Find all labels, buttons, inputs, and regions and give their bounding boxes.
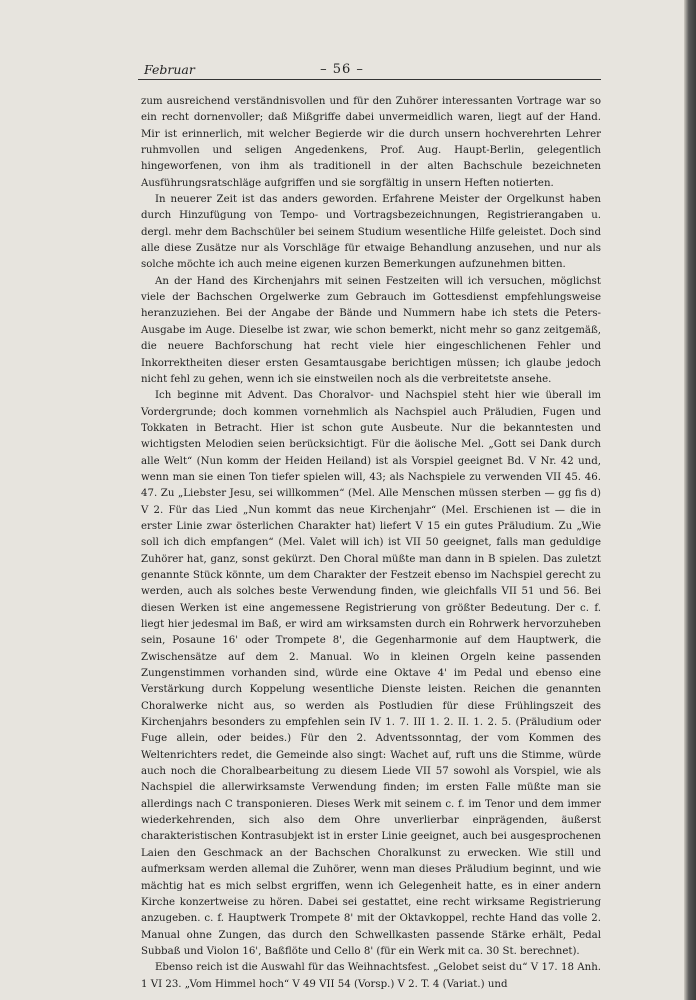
page-edge [684, 0, 696, 1000]
header-rule [138, 79, 601, 80]
month-label: Februar [144, 62, 195, 77]
paragraph-2: In neuerer Zeit ist das anders geworden. Erfahrene Meister der Orgelkunst haben durch Hinzufügung von Tempo- und Vortragsbezeichnungen, Registrierangaben u. dergl. mehr dem Bachschüler bei seinem Studium wesentliche Hilfe geleistet. Doch sind alle diese Zusätze nur als Vorschläge für etwaige Behandlung anzusehen, und nur als solche möchte ich auch meine eigenen kurzen Bemerkungen aufzunehmen bitten. [141, 194, 601, 271]
body-text [141, 94, 601, 993]
paragraph-5: Ebenso reich ist die Auswahl für das Weihnachtsfest. „Gelobet seist du“ V 17. 18 Anh. 1 VI 23. „Vom Himmel hoch“ V 49 VII 54 (Vorsp.) V 2. T. 4 (Variat.) und [141, 962, 601, 990]
page-header [0, 62, 684, 86]
paragraph-1: zum ausreichend verständnisvollen und für den Zuhörer interessanten Vortrage war so ein recht dornenvoller; daß Mißgriffe dabei unvermeidlich waren, liegt auf der Hand. Mir ist erinnerlich, mit welcher Begierde wir die durch unsern hochverehrten Lehrer ruhmvollen und seligen Angedenkens, Prof. Aug. Haupt-Berlin, gelegentlich hingeworfenen, von ihm als traditionell in der alten Bachschule bezeichneten Ausführungsratschläge aufgriffen und sie sorgfältig in unsern Heften notierten. [141, 96, 601, 189]
paragraph-4: Ich beginne mit Advent. Das Choralvor- und Nachspiel steht hier wie überall im Vordergrunde; doch kommen vornehmlich als Nachspiel auch Präludien, Fugen und Tokkaten in Betracht. Hier ist schon gute Ausbeute. Nur die bekanntesten und wichtigsten Melodien seien berücksichtigt. Für die äolische Mel. „Gott sei Dank durch alle Welt“ (Nun komm der Heiden Heiland) ist als Vorspiel geeignet Bd. V Nr. 42 und, wenn man sie einen Ton tiefer spielen will, 43; als Nachspiele zu verwenden VII 45. 46. 47. Zu „Liebster Jesu, sei willkommen“ (Mel. Alle Menschen müssen sterben — gg fis d) V 2. Für das Lied „Nun kommt das neue Kirchenjahr“ (Mel. Erschienen ist — die in erster Linie zwar österlichen Charakter hat) liefert V 15 ein gutes Präludium. Zu „Wie soll ich dich empfangen“ (Mel. Valet will ich) ist VII 50 geeignet, falls man geduldige Zuhörer hat, ganz, sonst gekürzt. Den Choral müßte man dann in B spielen. Das zuletzt genannte Stück könnte, um dem Charakter der Festzeit ebenso im Nachspiel gerecht zu werden, auch als solches beste Verwendung finden, wie gleichfalls VII 51 und 56. Bei diesen Werken ist eine angemessene Registrierung von größter Bedeutung. Der c. f. liegt hier jedesmal im Baß, er wird am wirksamsten durch ein Rohrwerk hervorzuheben sein, Posaune 16' oder Trompete 8', die Gegenharmonie auf dem Hauptwerk, die Zwischensätze auf dem 2. Manual. Wo in kleinen Orgeln keine passenden Zungenstimmen vorhanden sind, würde eine Oktave 4' im Pedal und ebenso eine Verstärkung durch Koppelung wesentliche Dienste leisten. Reichen die genannten Choralwerke nicht aus, so werden als Postludien für diese Frühlingszeit des Kirchenjahrs besonders zu empfehlen sein IV 1. 7. III 1. 2. II. 1. 2. 5. (Präludium oder Fuge allein, oder beides.) Für den 2. Adventssonntag, der vom Kommen des Weltenrichters redet, die Gemeinde also singt: Wachet auf, ruft uns die Stimme, würde auch noch die Choralbearbeitung zu diesem Liede VII 57 sowohl als Vorspiel, wie als Nachspiel die allerwirksamste Verwendung finden; im ersten Falle müßte man sie allerdings nach C transponieren. Dieses Werk mit seinem c. f. im Tenor und dem immer wiederkehrenden, sich also dem Ohre unverlierbar einprägenden, äußerst charakteristischen Kontrasubjekt ist in erster Linie geeignet, auch bei ausgesprochenen Laien den Geschmack an der Bachschen Choralkunst zu erwecken. Wie still und aufmerksam werden allemal die Zuhörer, wenn man dieses Präludium beginnt, und wie mächtig hat es mich selbst ergriffen, wenn ich Gelegenheit hatte, es in einer andern Kirche konzertweise zu hören. Dabei sei gestattet, eine recht wirksame Registrierung anzugeben. c. f. Hauptwerk Trompete 8' mit der Oktavkoppel, rechte Hand das volle 2. Manual ohne Zungen, das durch den Schwellkasten passende Stärke erhält, Pedal Subbaß und Violon 16', Baßflöte und Cello 8' (für ein Werk mit ca. 30 St. berechnet). [141, 390, 601, 957]
paragraph-3: An der Hand des Kirchenjahrs mit seinen Festzeiten will ich versuchen, möglichst viele der Bachschen Orgelwerke zum Gebrauch im Gottesdienst empfehlungsweise heranzuziehen. Bei der Angabe der Bände und Nummern habe ich stets die Peters-Ausgabe im Auge. Dieselbe ist zwar, wie schon bemerkt, nicht mehr so ganz zeitgemäß, die neuere Bachforschung hat recht viele hier eingeschlichenen Fehler und Inkorrektheiten dieser ersten Gesamtausgabe berichtigen müssen; ich glaube jedoch nicht fehl zu gehen, wenn ich sie einstweilen noch als die verbreitetste ansehe. [141, 275, 601, 385]
page-number: – 56 – [320, 62, 364, 77]
